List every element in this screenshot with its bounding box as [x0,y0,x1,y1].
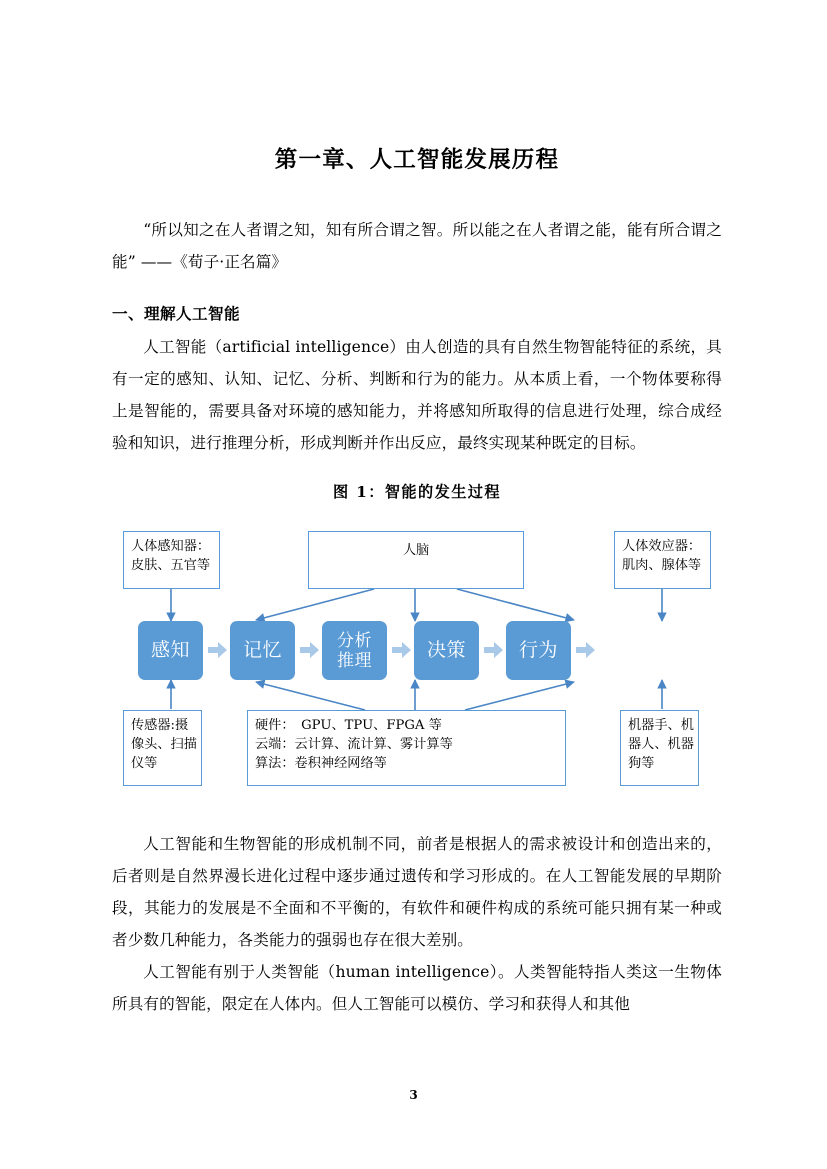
computing-stack-line-3: 算法：卷积神经网络等 [255,756,387,771]
robot-devices-line-1: 机器手、机 [628,718,694,733]
paragraph-human-intelligence: 人工智能有别于人类智能（human intelligence）。人类智能特指人类这一生物体所具有的智能，限定在人体内。但人工智能可以模仿、学习和获得人和其他 [112,963,722,1013]
epigraph-block [112,214,722,278]
figure-chip-decision [414,621,479,680]
figure-chip-memory [230,621,295,680]
figure-box-computing-stack [247,710,566,786]
page-content [112,0,722,1020]
section-heading-understanding-ai: 一、理解人工智能 [112,304,240,323]
chip-memory-label: 记忆 [242,639,282,661]
sensor-devices-line-2: 像头、扫描 [131,737,197,752]
human-sensor-line-2: 皮肤、五官等 [131,558,211,573]
figure-chip-analysis-reasoning [322,621,387,680]
sensor-devices-line-1: 传感器:摄 [131,718,189,733]
chip-analysis-line-1: 分析 [337,630,372,651]
chip-behavior-label: 行为 [518,639,558,661]
chip-perception-label: 感知 [150,639,190,661]
chip-analysis-line-2: 推理 [337,650,372,671]
robot-devices-line-3: 狗等 [628,756,655,771]
sensor-devices-line-3: 仪等 [131,756,158,771]
page-number: 3 [409,1088,418,1102]
figure-caption: 图 1：智能的发生过程 [333,483,501,501]
computing-stack-line-2: 云端：云计算、流计算、雾计算等 [255,737,453,752]
robot-devices-line-2: 器人、机器 [628,737,694,752]
page-title: 第一章、人工智能发展历程 [274,147,560,173]
human-effector-line-2: 肌肉、腺体等 [622,558,702,573]
human-effector-line-1: 人体效应器： [622,539,702,554]
paragraph-definition: 人工智能（artificial intelligence）由人创造的具有自然生物智能特征的系统，具有一定的感知、认知、记忆、分析、判断和行为的能力。从本质上看，一个物体要称得上是智能的，需要具备对环境的感知能力，并将感知所取得的信息进行处理，综合成经验和知识，进行推理分析，形成判断并作出反应，最终实现某种既定的目标。 [112,338,722,452]
chip-decision-label: 决策 [426,639,466,661]
figure-box-human-effector [614,531,711,589]
figure-box-sensor-devices [123,710,202,786]
figure-chip-behavior [506,621,571,680]
computing-stack-line-1: 硬件： GPU、TPU、FPGA 等 [255,718,442,733]
figure-box-human-sensor [123,531,220,589]
human-brain-label: 人脑 [402,543,430,558]
figure-1 [112,481,722,798]
figure-box-robot-devices [620,710,699,786]
figure-box-human-brain [308,531,524,589]
figure-chip-perception [138,621,203,680]
human-sensor-line-1: 人体感知器： [131,539,211,554]
figure-canvas [112,516,722,798]
paragraph-formation-mechanism: 人工智能和生物智能的形成机制不同，前者是根据人的需求被设计和创造出来的，后者则是自然界漫长进化过程中逐步通过遗传和学习形成的。在人工智能发展的早期阶段，其能力的发展是不全面和不平衡的，有软件和硬件构成的系统可能只拥有某一种或者少数几种能力，各类能力的强弱也存在很大差别。 [112,835,722,949]
epigraph-text: “所以知之在人者谓之知，知有所合谓之智。所以能之在人者谓之能，能有所合谓之能” ——《荀子·正名篇》 [112,221,722,271]
